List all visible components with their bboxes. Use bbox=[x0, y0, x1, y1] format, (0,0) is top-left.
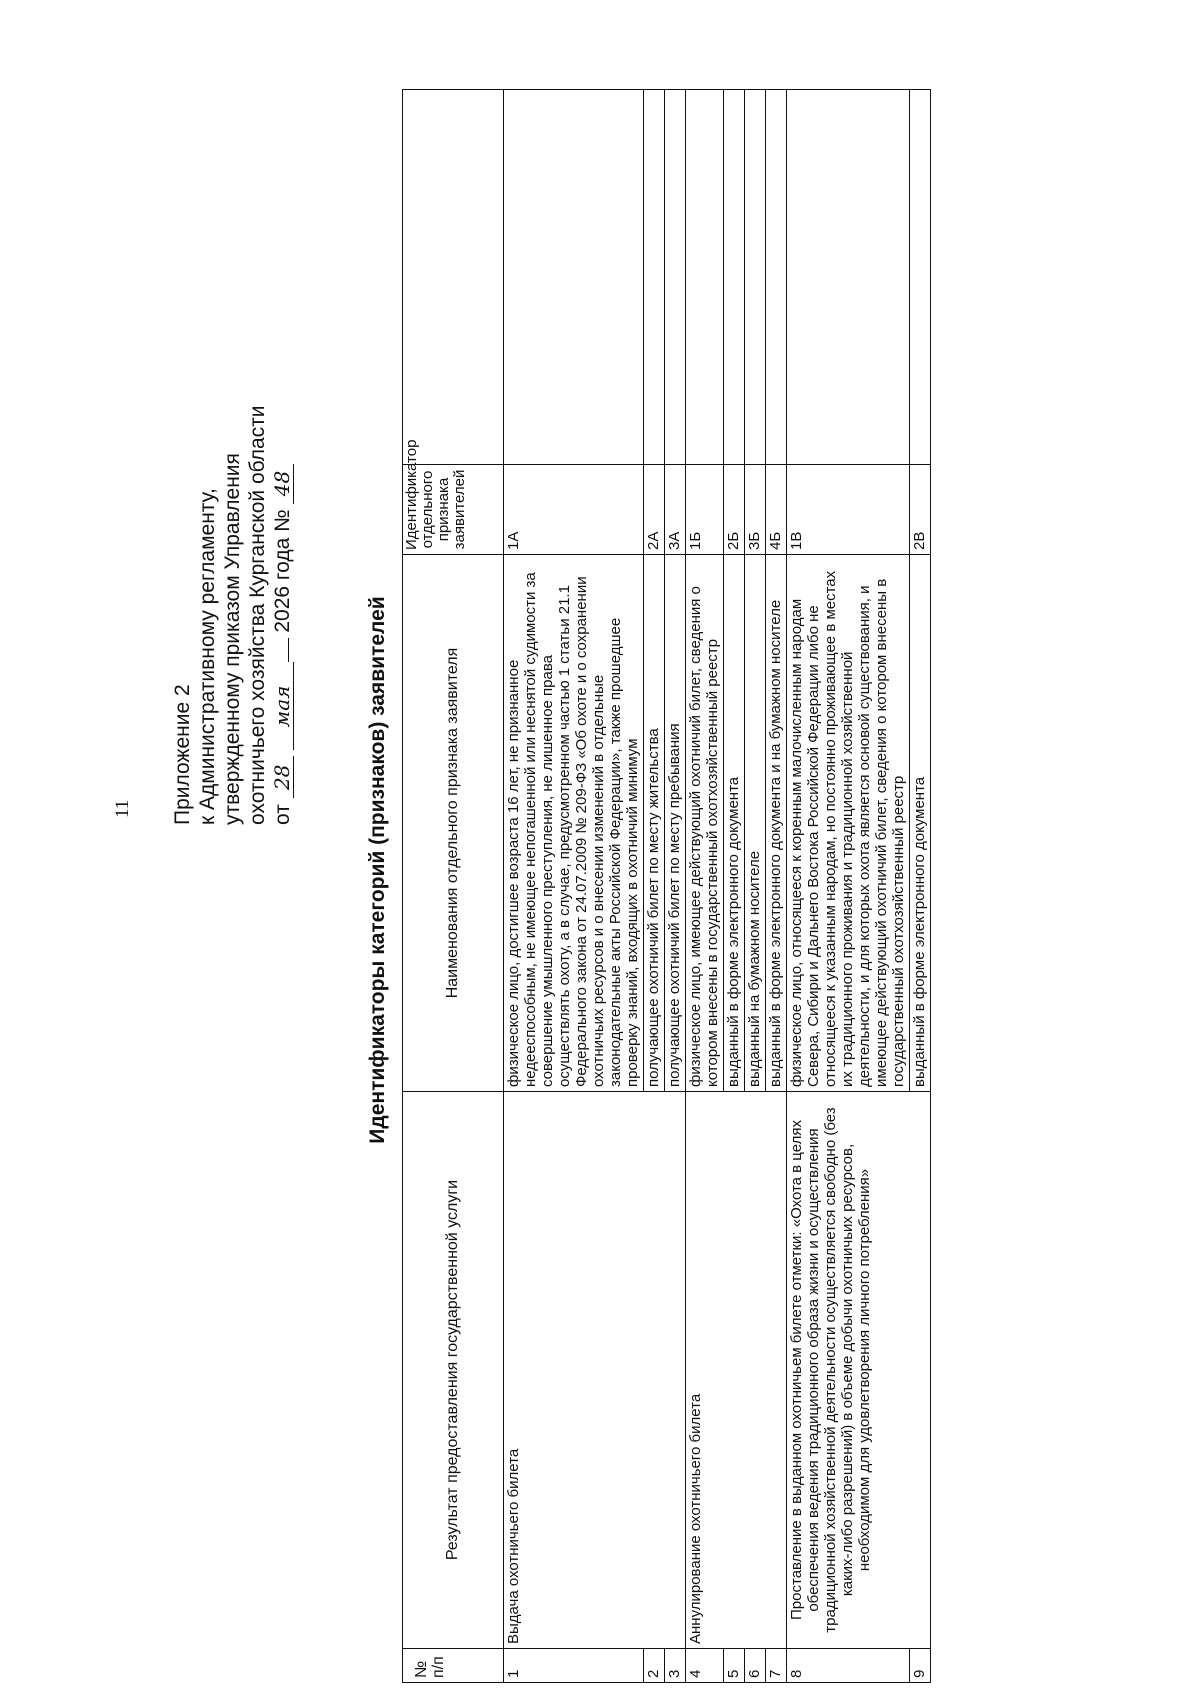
id-cell: 1Б bbox=[686, 465, 724, 555]
empty-cell bbox=[910, 90, 931, 465]
appendix-line-4: охотничьего хозяйства Курганской области bbox=[246, 405, 269, 825]
row-num: 8 bbox=[787, 1649, 910, 1683]
header-num: № п/п bbox=[403, 1649, 504, 1683]
name-cell: получающее охотничий билет по месту пребывания bbox=[665, 555, 686, 1092]
table-header-row bbox=[403, 90, 504, 1683]
header-name: Наименования отдельного признака заявителя bbox=[403, 555, 504, 1092]
empty-cell bbox=[644, 90, 665, 465]
name-cell: выданный в форме электронного документа и на бумажном носителе bbox=[766, 555, 787, 1092]
name-cell: получающее охотничий билет по месту жительства bbox=[644, 555, 665, 1092]
id-cell: 1В bbox=[787, 465, 910, 555]
table-row bbox=[504, 90, 644, 1683]
service-cell: Аннулирование охотничьего билета bbox=[686, 1092, 787, 1649]
row-num: 6 bbox=[745, 1649, 766, 1683]
name-cell: физическое лицо, достигшее возраста 16 лет, не признанное недееспособным, не имеющее непогашенной или неснятой судимости за совершение умышленного преступления, не лишенное права осуществлять охоту, а в случае, предусмотренном частью 1 статьи 21.1 Федерального закона от 24.07.2009 № 209-ФЗ «Об охоте и о сохранении охотничьих ресурсов и о внесении изменений в отдельные законодательные акты Российской Федерации», также прошедшее проверку знаний, входящих в охотничий минимум bbox=[504, 555, 644, 1092]
date-day: 28 bbox=[271, 756, 294, 798]
empty-cell bbox=[766, 90, 787, 465]
empty-cell bbox=[504, 90, 644, 465]
table-row bbox=[686, 90, 724, 1683]
empty-cell bbox=[787, 90, 910, 465]
appendix-label: Приложение 2 bbox=[171, 684, 194, 825]
header-id: Идентификатор отдельного признака заявителей bbox=[403, 465, 504, 555]
header-empty bbox=[403, 90, 504, 465]
date-prefix: от bbox=[271, 804, 294, 825]
identifiers-table bbox=[402, 89, 931, 1683]
id-cell: 2В bbox=[910, 465, 931, 555]
service-cell: Проставление в выданном охотничьем билете отметки: «Охота в целях обеспечения ведения традиционного образа жизни и осуществления традиционной хозяйственной деятельности осуществляется свободно (без каких-либо разрешений) в объеме добычи охотничьих ресурсов, необходимом для удовлетворения личного потребления» bbox=[787, 1092, 931, 1649]
id-cell: 1А bbox=[504, 465, 644, 555]
id-cell: 4Б bbox=[766, 465, 787, 555]
empty-cell bbox=[686, 90, 724, 465]
year-text: 2026 года № bbox=[271, 509, 294, 633]
row-num: 7 bbox=[766, 1649, 787, 1683]
row-num: 3 bbox=[665, 1649, 686, 1683]
appendix-line-2: к Административному регламенту, bbox=[196, 488, 219, 825]
appendix-line-3: утвержденному приказом Управления bbox=[221, 453, 244, 825]
service-cell: Выдача охотничьего билета bbox=[504, 1092, 686, 1649]
row-num: 4 bbox=[686, 1649, 724, 1683]
empty-cell bbox=[665, 90, 686, 465]
id-cell: 3Б bbox=[745, 465, 766, 555]
name-cell: физическое лицо, относящееся к коренным малочисленным народам Севера, Сибири и Дальнего Востока Российской Федерации либо не относящееся к указанным народам, но постоянно проживающее в местах их традиционного проживания и традиционной хозяйственной деятельности, и для которых охота является основой существования, и имеющее действующий охотничий билет, сведения о котором внесены в государственный охотхозяйственный реестр bbox=[787, 555, 910, 1092]
row-num: 5 bbox=[724, 1649, 745, 1683]
row-num: 2 bbox=[644, 1649, 665, 1683]
empty-cell bbox=[745, 90, 766, 465]
name-cell: выданный на бумажном носителе bbox=[745, 555, 766, 1092]
empty-cell bbox=[724, 90, 745, 465]
order-number: 48 bbox=[271, 464, 294, 504]
table-row bbox=[787, 90, 910, 1683]
document-title: Идентификаторы категорий (признаков) заявителей bbox=[366, 596, 389, 1144]
id-cell: 2Б bbox=[724, 465, 745, 555]
row-num: 9 bbox=[910, 1649, 931, 1683]
id-cell: 2А bbox=[644, 465, 665, 555]
page-number: 11 bbox=[112, 799, 133, 818]
name-cell: выданный в форме электронного документа bbox=[910, 555, 931, 1092]
header-service: Результат предоставления государственной услуги bbox=[403, 1092, 504, 1649]
row-num: 1 bbox=[504, 1649, 644, 1683]
name-cell: физическое лицо, имеющее действующий охотничий билет, сведения о котором внесены в государственный охотхозяйственный реестр bbox=[686, 555, 724, 1092]
appendix-date-line bbox=[270, 406, 295, 826]
date-month: мая bbox=[271, 662, 294, 750]
name-cell: выданный в форме электронного документа bbox=[724, 555, 745, 1092]
date-blank bbox=[288, 638, 289, 662]
id-cell: 3А bbox=[665, 465, 686, 555]
appendix-header bbox=[170, 406, 295, 826]
